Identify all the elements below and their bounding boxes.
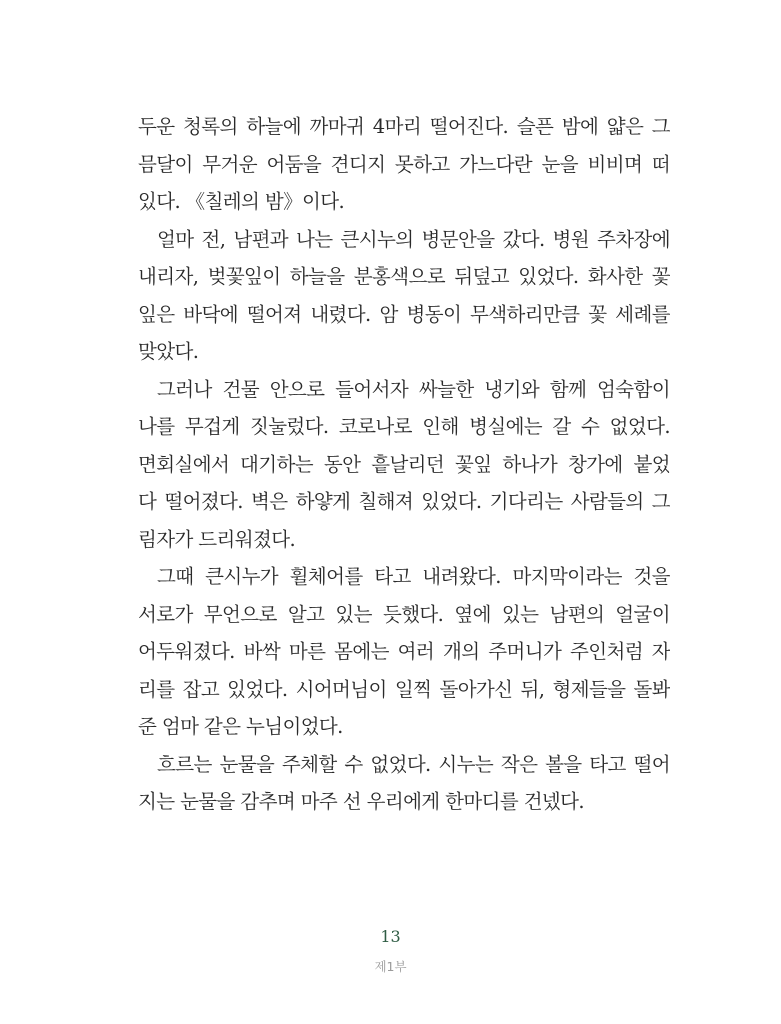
- section-label: 제1부: [374, 959, 407, 974]
- text-line: 어두워졌다. 바싹 마른 몸에는 여러 개의 주머니가 주인처럼 자: [138, 640, 670, 663]
- body-text: [138, 108, 670, 821]
- text-line: 면회실에서 대기하는 동안 흩날리던 꽃잎 하나가 창가에 붙었: [138, 452, 670, 476]
- page-number: 13: [380, 927, 401, 946]
- text-line: 있다. 《칠레의 밤》이다.: [138, 190, 345, 213]
- text-line: 잎은 바닥에 떨어져 내렸다. 암 병동이 무색하리만큼 꽃 세례를: [138, 302, 670, 326]
- text-line: 나를 무겁게 짓눌렀다. 코로나로 인해 병실에는 갈 수 없었다.: [138, 415, 670, 438]
- text-line: 내리자, 벚꽃잎이 하늘을 분홍색으로 뒤덮고 있었다. 화사한 꽃: [138, 265, 670, 288]
- text-line: 얼마 전, 남편과 나는 큰시누의 병문안을 갔다. 병원 주차장에: [157, 227, 670, 251]
- text-line: 지는 눈물을 감추며 마주 선 우리에게 한마디를 건넸다.: [138, 790, 585, 813]
- text-line: 그러나 건물 안으로 들어서자 싸늘한 냉기와 함께 엄숙함이: [157, 377, 670, 401]
- text-line: 준 엄마 같은 누님이었다.: [138, 715, 343, 738]
- text-line: 다 떨어졌다. 벽은 하얗게 칠해져 있었다. 기다리는 사람들의 그: [138, 490, 670, 513]
- text-line: 리를 잡고 있었다. 시어머님이 일찍 돌아가신 뒤, 형제들을 돌봐: [138, 677, 670, 701]
- text-line: 그때 큰시누가 휠체어를 타고 내려왔다. 마지막이라는 것을: [157, 565, 670, 588]
- text-line: 서로가 무언으로 알고 있는 듯했다. 옆에 있는 남편의 얼굴이: [138, 602, 670, 626]
- text-line: 두운 청록의 하늘에 까마귀 4마리 떨어진다. 슬픈 밤에 얇은 그: [138, 115, 670, 138]
- text-line: 흐르는 눈물을 주체할 수 없었다. 시누는 작은 볼을 타고 떨어: [157, 752, 670, 776]
- text-line: 믐달이 무거운 어둠을 견디지 못하고 가느다란 눈을 비비며 떠: [138, 152, 670, 176]
- text-line: 맞았다.: [138, 340, 199, 363]
- text-line: 림자가 드리워졌다.: [138, 527, 296, 551]
